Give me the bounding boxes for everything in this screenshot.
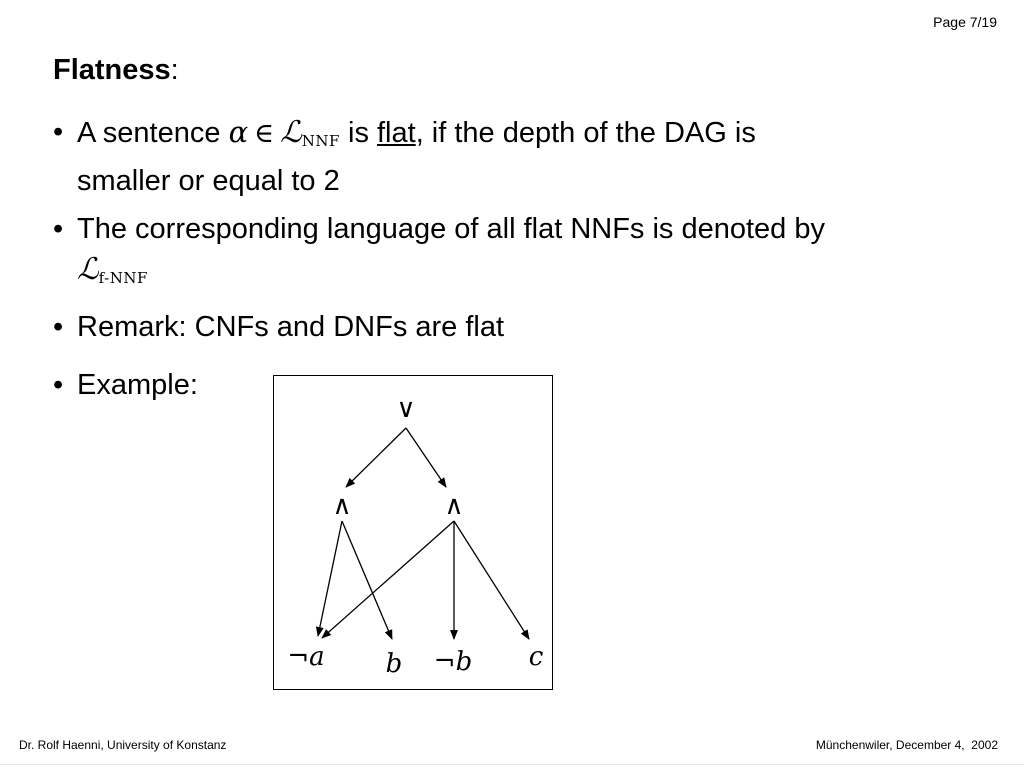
or-node: ∨ <box>396 394 416 424</box>
bullet-text-before: A sentence <box>77 117 229 149</box>
bullet-text: Example: <box>77 369 198 401</box>
slide-title-bold: Flatness <box>53 54 171 86</box>
bullet-text-after: , if the depth of the DAG is <box>415 117 756 149</box>
flat-term: flat <box>377 117 416 149</box>
slide-title <box>53 52 179 88</box>
dag-svg <box>274 376 552 689</box>
bullet-flat-definition <box>53 112 983 201</box>
footer-divider <box>0 764 1024 765</box>
bullet-marker: • <box>53 116 64 148</box>
slide-title-suffix: : <box>170 54 179 86</box>
bullet-line2: smaller or equal to 2 <box>77 165 340 197</box>
bullet-text: The corresponding language of all flat NNFs is denoted by <box>77 213 825 245</box>
edge-root-right <box>406 428 446 487</box>
bullet-marker: • <box>53 213 64 245</box>
math-subscript-nnf: NNF <box>301 132 340 150</box>
footer-location-date: Münchenwiler, December 4, 2002 <box>815 738 998 752</box>
bullet-remark <box>53 307 983 347</box>
leaf-b: b <box>385 649 403 679</box>
footer-author: Dr. Rolf Haenni, University of Konstanz <box>19 738 227 752</box>
math-alpha: α <box>228 115 249 149</box>
edge-left-to-not-a <box>318 521 342 636</box>
edge-right-to-not-a <box>322 521 454 638</box>
bullet-language-definition <box>53 209 983 298</box>
math-f-nnf <box>77 249 983 298</box>
leaf-not-b: ¬b <box>433 647 473 677</box>
leaf-c: c <box>528 642 544 672</box>
bullet-marker: • <box>53 311 64 343</box>
and-node-left: ∧ <box>332 491 352 521</box>
bullet-marker: • <box>53 369 64 401</box>
math-alpha-in-nnf <box>229 115 340 149</box>
example-dag-diagram <box>273 375 553 690</box>
edge-root-left <box>346 428 406 487</box>
bullet-text: Remark: CNFs and DNFs are flat <box>77 311 505 343</box>
edge-left-to-b <box>342 521 392 639</box>
math-in-symbol: ∈ <box>254 118 275 149</box>
and-node-right: ∧ <box>444 491 464 521</box>
page-number: Page 7/19 <box>933 14 997 30</box>
math-subscript-f-nnf: f-NNF <box>98 269 148 287</box>
edge-right-to-c <box>454 521 529 639</box>
math-script-l: ℒ <box>77 252 99 287</box>
math-script-l: ℒ <box>280 115 302 150</box>
leaf-not-a: ¬a <box>287 642 325 672</box>
bullet-text-mid: is <box>339 117 377 149</box>
bullet-content <box>77 112 756 161</box>
